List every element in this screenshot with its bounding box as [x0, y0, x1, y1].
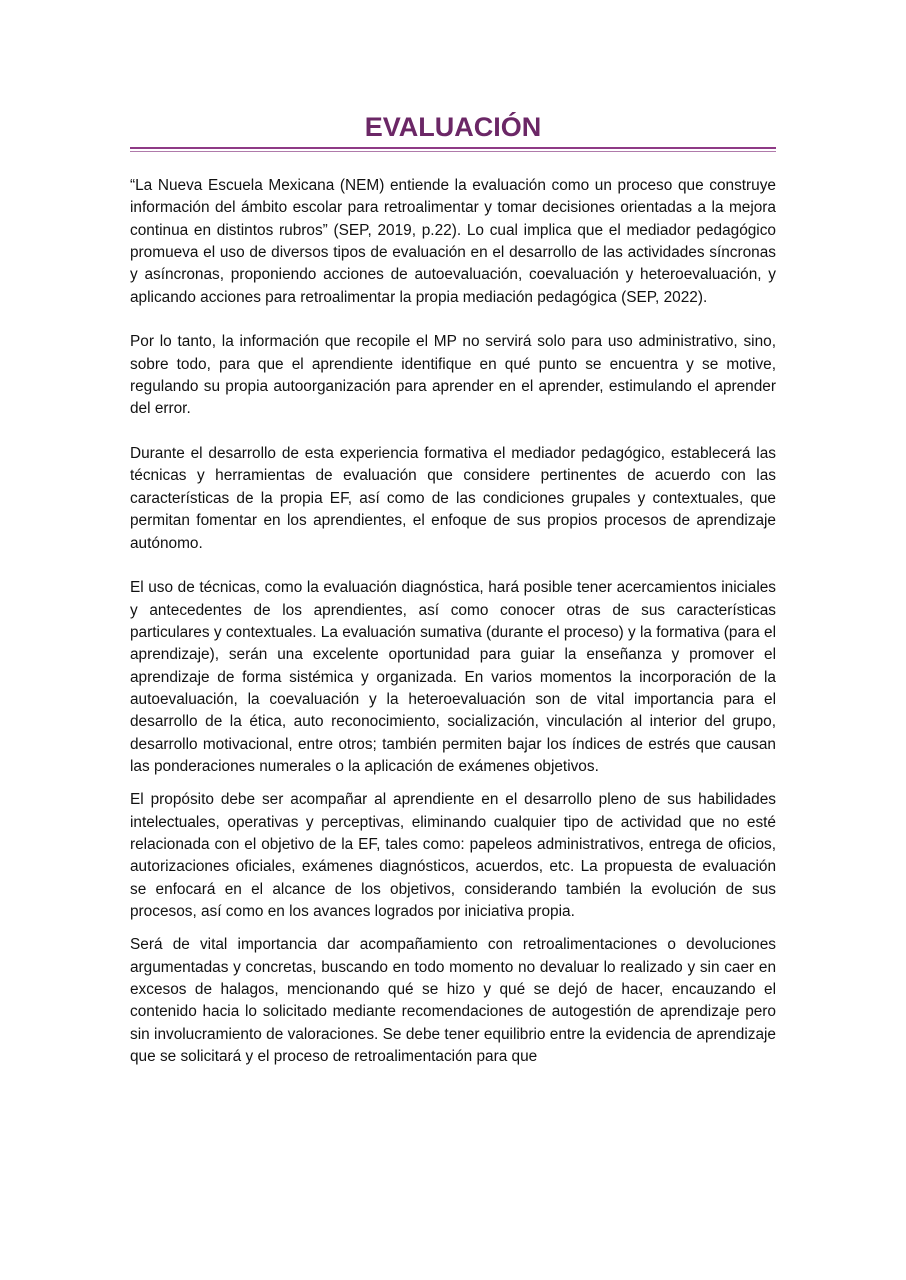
paragraph-evaluation-types: El uso de técnicas, como la evaluación diagnóstica, hará posible tener acercamientos iniciales y antecedentes de los aprendientes, así como conocer otras de sus características particulares y contextuales. La evaluación sumativa (durante el proceso) y la formativa (para el aprendizaje), serán una excelente oportunidad para guiar la enseñanza y promover el aprendizaje de forma sistémica y organizada. En varios momentos la incorporación de la autoevaluación, la coevaluación y la heteroevaluación son de vital importancia para el desarrollo de la ética, auto reconocimiento, socialización, vinculación al interior del grupo, desarrollo motivacional, entre otros; también permiten bajar los índices de estrés que causan las ponderaciones numerales o la aplicación de exámenes objetivos. [130, 579, 776, 775]
paragraph-feedback: Será de vital importancia dar acompañamiento con retroalimentaciones o devoluciones argumentadas y concretas, buscando en todo momento no devaluar lo realizado y sin caer en excesos de halagos, mencionando qué se hizo y qué se dejó de hacer, encauzando el contenido hacia lo solicitado mediante recomendaciones de autogestión de aprendizaje pero sin involucramiento de valoraciones. Se debe tener equilibrio entre la evidencia de aprendizaje que se solicitará y el proceso de retroalimentación para que [130, 936, 776, 1066]
paragraph-nem-evaluation: “La Nueva Escuela Mexicana (NEM) entiende la evaluación como un proceso que construye información del ámbito escolar para retroalimentar y tomar decisiones orientadas a la mejora continua en distintos rubros” (SEP, 2019, p.22). Lo cual implica que el mediador pedagógico promueva el uso de diversos tipos de evaluación en el desarrollo de las actividades síncronas y asíncronas, proponiendo acciones de autoevaluación, coevaluación y heteroevaluación, y aplicando acciones para retroalimentar la propia mediación pedagógica (SEP, 2022). [130, 177, 776, 306]
paragraph-purpose: El propósito debe ser acompañar al aprendiente en el desarrollo pleno de sus habilidades intelectuales, operativas y perceptivas, eliminando cualquier tipo de actividad que no esté relacionada con el objetivo de la EF, tales como: papeleos administrativos, entrega de oficios, autorizaciones oficiales, exámenes diagnósticos, acuerdos, etc. La propuesta de evaluación se enfocará en el alcance de los objetivos, considerando también la evolución de sus procesos, así como en los avances logrados por iniciativa propia. [130, 791, 776, 920]
page-title: EVALUACIÓN [364, 112, 542, 142]
paragraph-information-use: Por lo tanto, la información que recopile el MP no servirá solo para uso administrativo, sino, sobre todo, para que el aprendiente identifique en qué punto se encuentra y se motive, regulando su propia autoorganización para aprender en el aprender, estimulando el aprender del error. [130, 333, 776, 418]
title-divider [130, 147, 776, 149]
document-body [130, 175, 776, 1068]
title-divider-secondary [130, 151, 776, 152]
paragraph-techniques-tools: Durante el desarrollo de esta experiencia formativa el mediador pedagógico, establecerá las técnicas y herramientas de evaluación que considere pertinentes de acuerdo con las características de la propia EF, así como de las condiciones grupales y contextuales, que permitan fomentar en los aprendientes, el enfoque de sus propios procesos de aprendizaje autónomo. [130, 445, 776, 552]
